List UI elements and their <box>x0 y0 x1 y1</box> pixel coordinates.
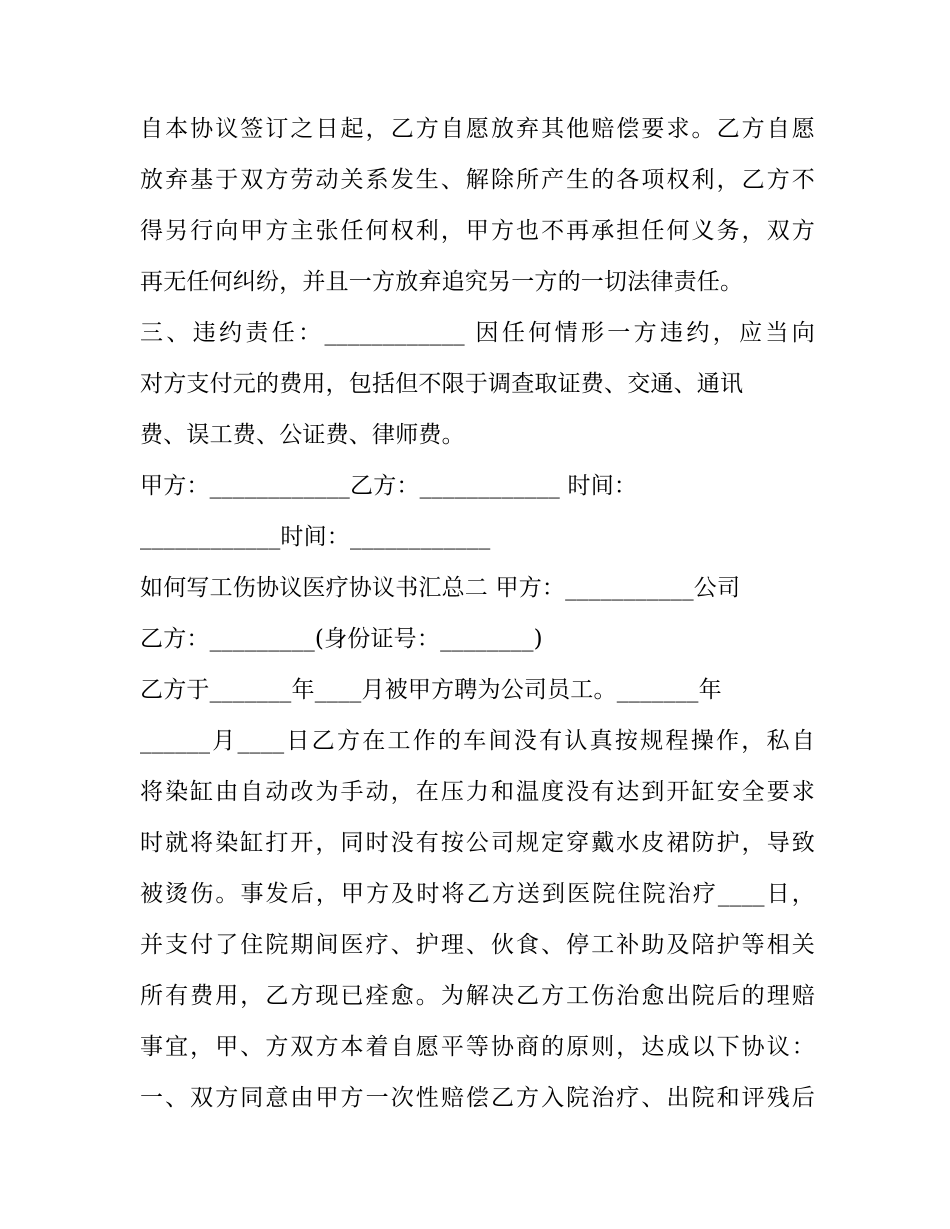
text-line-6: 对方支付元的费用，包括但不限于调查取证费、交通、通讯 <box>140 371 744 397</box>
text-line-4: 再无任何纠纷，并且一方放弃追究另一方的一切法律责任。 <box>140 269 744 295</box>
agreement-body-text <box>140 104 815 1124</box>
text-line-5: 三、违约责任：____________ 因任何情形一方违约，应当向 <box>140 320 815 346</box>
text-line-8: 甲方：____________乙方：____________ 时间： <box>140 473 638 499</box>
text-line-17: 并支付了住院期间医疗、护理、伙食、停工补助及陪护等相关 <box>140 932 815 958</box>
text-line-13: ______月____日乙方在工作的车间没有认真按规程操作，私自 <box>140 728 815 754</box>
text-line-2: 放弃基于双方劳动关系发生、解除所产生的各项权利，乙方不 <box>140 167 815 193</box>
text-line-16: 被烫伤。事发后，甲方及时将乙方送到医院住院治疗____日， <box>140 881 815 907</box>
text-line-11: 乙方：_________(身份证号：________) <box>140 626 543 652</box>
text-line-14: 将染缸由自动改为手动，在压力和温度没有达到开缸安全要求 <box>140 779 815 805</box>
text-line-12: 乙方于_______年____月被甲方聘为公司员工。_______年 <box>140 677 722 703</box>
text-line-9: ____________时间：____________ <box>140 524 491 550</box>
text-line-7: 费、误工费、公证费、律师费。 <box>140 422 465 448</box>
text-line-10: 如何写工伤协议医疗协议书汇总二 甲方：___________公司 <box>140 575 741 601</box>
text-line-3: 得另行向甲方主张任何权利，甲方也不再承担任何义务，双方 <box>140 218 815 244</box>
text-line-1: 自本协议签订之日起，乙方自愿放弃其他赔偿要求。乙方自愿 <box>140 116 815 142</box>
text-line-15: 时就将染缸打开，同时没有按公司规定穿戴水皮裙防护，导致 <box>140 830 815 856</box>
text-line-18: 所有费用，乙方现已痊愈。为解决乙方工伤治愈出院后的理赔 <box>140 983 815 1009</box>
text-line-19: 事宜，甲、方双方本着自愿平等协商的原则，达成以下协议： <box>140 1034 815 1060</box>
text-line-20: 一、双方同意由甲方一次性赔偿乙方入院治疗、出院和评残后 <box>140 1085 815 1111</box>
